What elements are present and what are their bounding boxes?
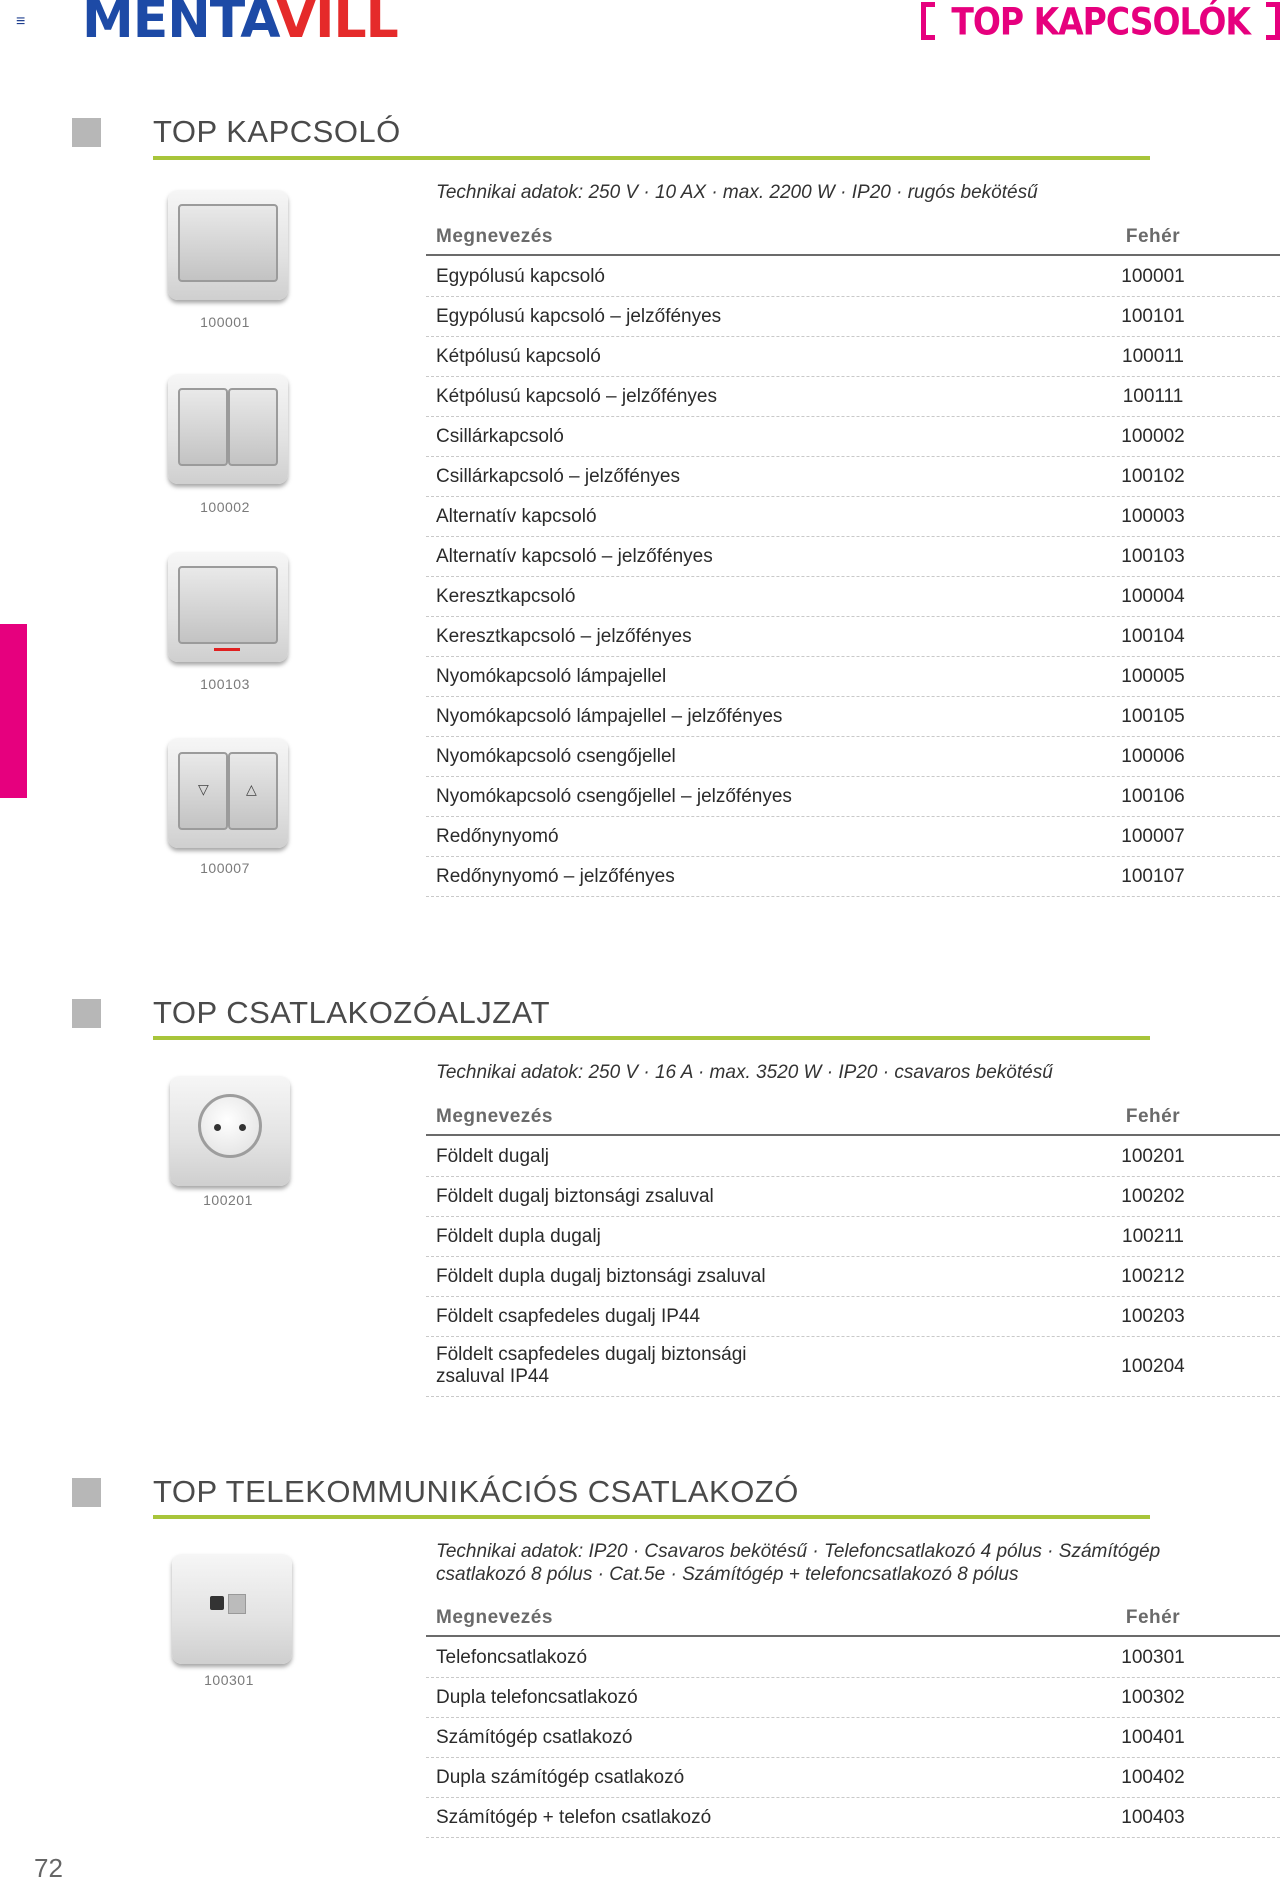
product-image-single-switch xyxy=(168,190,288,306)
product-image-code: 100301 xyxy=(204,1672,254,1688)
telecom-plate xyxy=(172,1554,292,1664)
row-code: 100107 xyxy=(1121,866,1185,887)
col-header-name: Megnevezés xyxy=(436,226,553,247)
network-jack-icon xyxy=(228,1594,246,1614)
table-row xyxy=(426,737,1280,777)
table-header xyxy=(426,222,1280,256)
product-image-double-switch xyxy=(168,374,288,490)
row-code: 100106 xyxy=(1121,786,1185,807)
switch-plate xyxy=(168,374,288,484)
product-table xyxy=(426,1638,1280,1838)
row-name: Földelt dugalj xyxy=(436,1146,550,1167)
row-code: 100402 xyxy=(1121,1767,1185,1788)
row-name: Egypólusú kapcsoló xyxy=(436,266,605,287)
table-row xyxy=(426,537,1280,577)
row-name xyxy=(436,1344,747,1388)
row-code: 100203 xyxy=(1121,1306,1185,1327)
table-row xyxy=(426,1297,1280,1337)
row-code: 100102 xyxy=(1121,466,1185,487)
table-row xyxy=(426,417,1280,457)
section-title: TOP CSATLAKOZÓALJZAT xyxy=(153,995,551,1030)
socket-plate xyxy=(170,1076,290,1186)
socket-pin-right xyxy=(239,1124,246,1131)
row-name: Dupla számítógép csatlakozó xyxy=(436,1767,685,1788)
table-row xyxy=(426,657,1280,697)
row-name: Nyomókapcsoló csengőjellel – jelzőfényes xyxy=(436,786,792,807)
tech-specs xyxy=(436,1540,1160,1586)
table-row xyxy=(426,497,1280,537)
table-row xyxy=(426,1177,1280,1217)
arrow-up-icon: △ xyxy=(246,782,257,798)
table-row xyxy=(426,1257,1280,1297)
row-name: Egypólusú kapcsoló – jelzőfényes xyxy=(436,306,722,327)
section-title: TOP TELEKOMMUNIKÁCIÓS CSATLAKOZÓ xyxy=(153,1474,799,1509)
row-code: 100211 xyxy=(1122,1226,1184,1247)
row-name: Számítógép + telefon csatlakozó xyxy=(436,1807,712,1828)
row-code: 100111 xyxy=(1122,386,1184,407)
section-square-icon xyxy=(72,999,101,1028)
row-code: 100004 xyxy=(1121,586,1185,607)
indicator-light-icon xyxy=(214,648,240,651)
row-code: 100212 xyxy=(1121,1266,1185,1287)
product-image-shutter-switch xyxy=(168,738,288,854)
row-code: 100003 xyxy=(1121,506,1185,527)
row-name: Földelt dupla dugalj biztonsági zsaluval xyxy=(436,1266,766,1287)
table-row xyxy=(426,1718,1280,1758)
row-code: 100204 xyxy=(1121,1356,1185,1377)
phone-jack-icon xyxy=(210,1596,224,1610)
col-header-name: Megnevezés xyxy=(436,1106,553,1127)
row-code: 100201 xyxy=(1121,1146,1185,1167)
row-name: Kétpólusú kapcsoló – jelzőfényes xyxy=(436,386,717,407)
section-divider xyxy=(153,156,1150,160)
row-code: 100401 xyxy=(1121,1727,1185,1748)
socket-pin-left xyxy=(214,1124,221,1131)
product-image-code: 100103 xyxy=(200,676,250,692)
table-row xyxy=(426,1137,1280,1177)
table-row xyxy=(426,337,1280,377)
row-name: Számítógép csatlakozó xyxy=(436,1727,633,1748)
tech-specs-line2: csatlakozó 8 pólus · Cat.5e · Számítógép + telefoncsatlakozó 8 pólus xyxy=(436,1564,1019,1585)
section-square-icon xyxy=(72,1478,101,1507)
row-code: 100006 xyxy=(1121,746,1185,767)
tech-specs-line1: Technikai adatok: IP20 · Csavaros bekötésű · Telefoncsatlakozó 4 pólus · Számítógép xyxy=(436,1541,1161,1562)
table-row xyxy=(426,577,1280,617)
row-name: Csillárkapcsoló – jelzőfényes xyxy=(436,466,680,487)
row-name: Földelt dugalj biztonsági zsaluval xyxy=(436,1186,714,1207)
col-header-name: Megnevezés xyxy=(436,1607,553,1628)
col-header-code: Fehér xyxy=(1125,1607,1181,1628)
switch-rocker xyxy=(178,566,278,644)
table-row xyxy=(426,1798,1280,1838)
row-code: 100105 xyxy=(1121,706,1185,727)
row-name: Földelt dupla dugalj xyxy=(436,1226,601,1247)
side-accent-bar xyxy=(0,624,27,798)
row-name: Keresztkapcsoló – jelzőfényes xyxy=(436,626,692,647)
row-code: 100011 xyxy=(1122,346,1184,367)
row-name-line2: zsaluval IP44 xyxy=(436,1366,550,1387)
switch-rocker-right xyxy=(228,388,278,466)
switch-plate xyxy=(168,738,288,848)
product-image-code: 100201 xyxy=(203,1192,253,1208)
table-row xyxy=(426,617,1280,657)
page-number: 72 xyxy=(34,1853,63,1883)
switch-rocker-left xyxy=(178,388,228,466)
product-image-code: 100007 xyxy=(200,860,250,876)
product-image-socket xyxy=(170,1076,290,1192)
row-name: Földelt csapfedeles dugalj IP44 xyxy=(436,1306,701,1327)
table-row xyxy=(426,1758,1280,1798)
menu-icon[interactable]: ≡ xyxy=(16,13,26,30)
product-image-code: 100001 xyxy=(200,314,250,330)
col-header-code: Fehér xyxy=(1125,1106,1181,1127)
row-code: 100202 xyxy=(1121,1186,1185,1207)
table-row xyxy=(426,1678,1280,1718)
section-square-icon xyxy=(72,118,101,147)
row-code: 100007 xyxy=(1121,826,1185,847)
logo xyxy=(82,0,398,50)
arrow-down-icon: ▽ xyxy=(198,782,209,798)
row-name: Nyomókapcsoló lámpajellel xyxy=(436,666,667,687)
table-row xyxy=(426,1337,1280,1397)
row-code: 100302 xyxy=(1121,1687,1185,1708)
row-name: Telefoncsatlakozó xyxy=(436,1647,588,1668)
table-row xyxy=(426,817,1280,857)
table-row xyxy=(426,297,1280,337)
row-name: Nyomókapcsoló csengőjellel xyxy=(436,746,676,767)
product-image-lit-switch xyxy=(168,552,288,668)
row-code: 100403 xyxy=(1121,1807,1185,1828)
table-row xyxy=(426,1217,1280,1257)
row-name: Dupla telefoncsatlakozó xyxy=(436,1687,638,1708)
logo-part2: VILL xyxy=(275,0,398,50)
tech-specs: Technikai adatok: 250 V · 16 A · max. 3520 W · IP20 · csavaros bekötésű xyxy=(436,1062,1053,1083)
category-title: TOP KAPCSOLÓK xyxy=(951,0,1250,43)
product-table xyxy=(426,257,1280,897)
bracket-right-icon xyxy=(1266,2,1280,40)
row-name: Keresztkapcsoló xyxy=(436,586,576,607)
table-row xyxy=(426,377,1280,417)
table-row xyxy=(426,1638,1280,1678)
socket-icon xyxy=(198,1094,262,1158)
row-name: Alternatív kapcsoló – jelzőfényes xyxy=(436,546,713,567)
table-header xyxy=(426,1102,1280,1136)
row-code: 100101 xyxy=(1121,306,1185,327)
table-row xyxy=(426,857,1280,897)
row-code: 100301 xyxy=(1121,1647,1185,1668)
tech-specs: Technikai adatok: 250 V · 10 AX · max. 2200 W · IP20 · rugós bekötésű xyxy=(436,182,1038,203)
product-image-telecom xyxy=(172,1554,292,1670)
row-code: 100002 xyxy=(1121,426,1185,447)
table-row xyxy=(426,697,1280,737)
row-name: Csillárkapcsoló xyxy=(436,426,564,447)
row-code: 100001 xyxy=(1121,266,1185,287)
switch-plate xyxy=(168,552,288,662)
row-name-line1: Földelt csapfedeles dugalj biztonsági xyxy=(436,1344,747,1365)
switch-rocker xyxy=(178,204,278,282)
product-table xyxy=(426,1137,1280,1397)
table-row xyxy=(426,257,1280,297)
row-code: 100104 xyxy=(1121,626,1185,647)
row-name: Nyomókapcsoló lámpajellel – jelzőfényes xyxy=(436,706,783,727)
category-tag xyxy=(921,0,1280,42)
row-name: Redőnynyomó xyxy=(436,826,559,847)
section-divider xyxy=(153,1515,1150,1519)
product-image-code: 100002 xyxy=(200,499,250,515)
bracket-left-icon xyxy=(921,2,935,40)
table-row xyxy=(426,777,1280,817)
row-name: Alternatív kapcsoló xyxy=(436,506,597,527)
section-title: TOP KAPCSOLÓ xyxy=(153,114,401,149)
table-header xyxy=(426,1603,1280,1637)
row-code: 100103 xyxy=(1121,546,1185,567)
section-divider xyxy=(153,1036,1150,1040)
row-code: 100005 xyxy=(1121,666,1185,687)
table-row xyxy=(426,457,1280,497)
row-name: Kétpólusú kapcsoló xyxy=(436,346,601,367)
col-header-code: Fehér xyxy=(1125,226,1181,247)
logo-part1: MENTA xyxy=(82,0,276,50)
switch-plate xyxy=(168,190,288,300)
row-name: Redőnynyomó – jelzőfényes xyxy=(436,866,675,887)
